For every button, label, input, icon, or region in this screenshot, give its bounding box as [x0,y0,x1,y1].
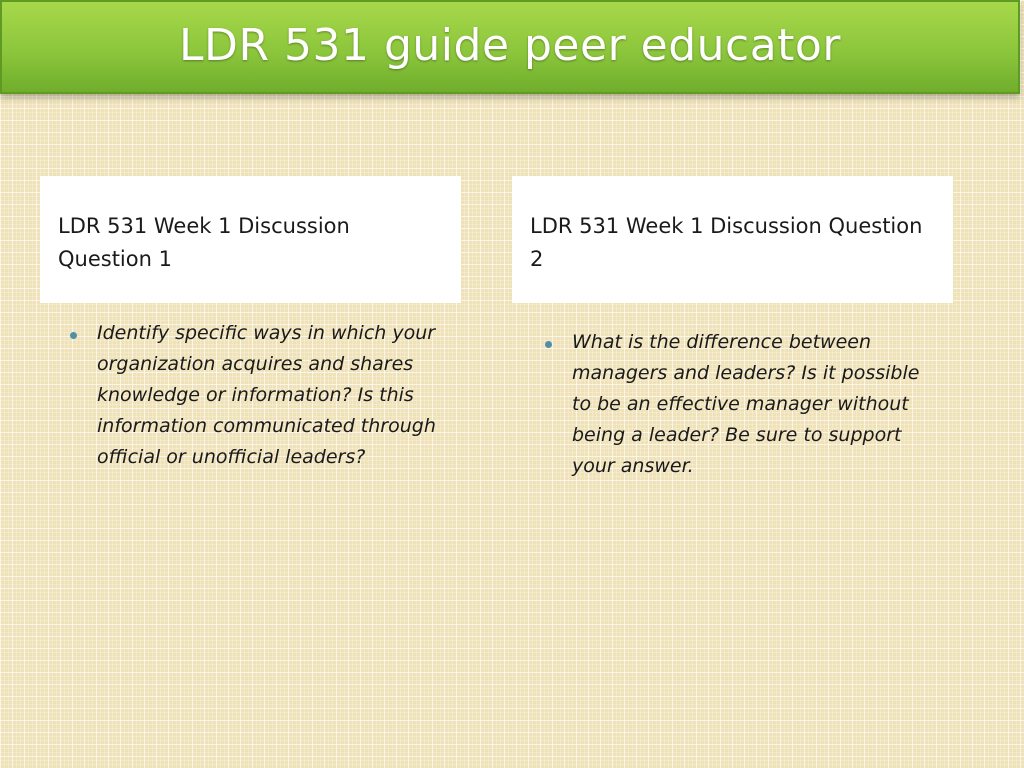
question-1-bullet [70,318,450,473]
title-bar [0,0,1020,94]
bullet-dot-icon [545,341,552,348]
bullet-dot-icon [70,332,77,339]
question-2-text: What is the difference between managers and leaders? Is it possible to be an effective manager without being a leader? Be sure to support your answer. [572,331,920,477]
question-2-heading: LDR 531 Week 1 Discussion Question 2 [530,214,923,271]
question-1-heading: LDR 531 Week 1 Discussion Question 1 [58,214,350,271]
question-2-bullet [545,327,935,482]
question-1-text: Identify specific ways in which your organization acquires and shares knowledge or information? Is this information communicated through official or unofficial leaders? [97,322,436,468]
slide-title: LDR 531 guide peer educator [179,19,841,71]
question-2-heading-box [512,176,953,303]
question-1-heading-box [40,176,461,303]
